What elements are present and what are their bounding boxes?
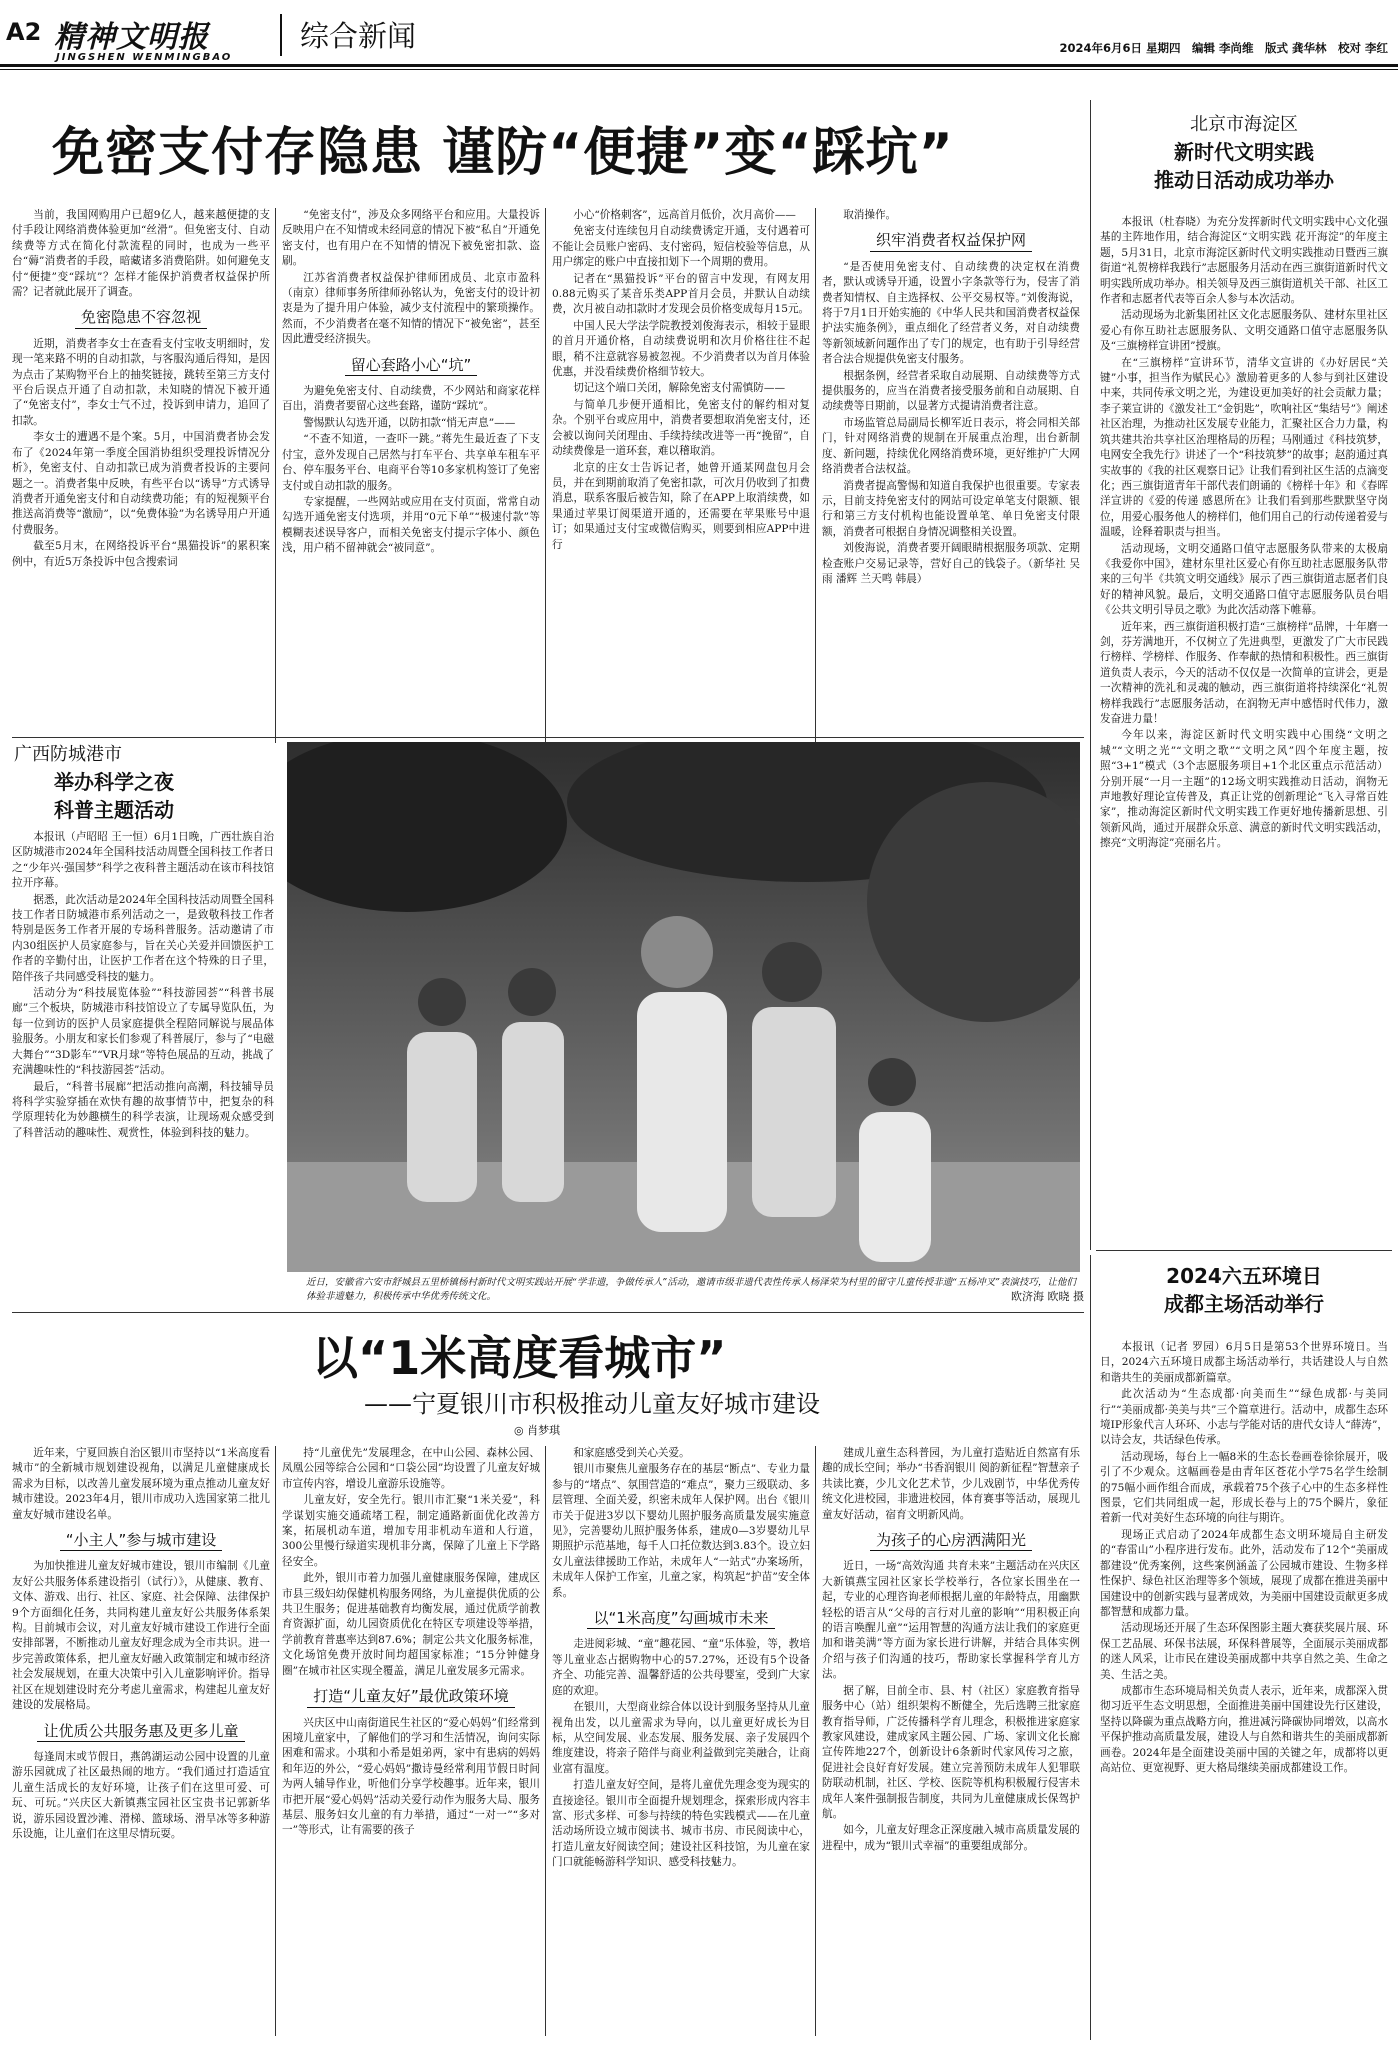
article1-subhead-1: 免密隐患不容忽视 bbox=[12, 310, 270, 328]
paragraph: 取消操作。 bbox=[843, 209, 897, 221]
paragraph: 成都市生态环境局相关负责人表示，近年来，成都深入贯彻习近平生态文明思想，全面推进美丽中国建设先行区建设，坚持以降碳为重点战略方向，推进减污降碳协同增效，以高水平保护推动高质量发展，建设人与自然和谐共生的美丽成都新画卷。2024年是全面建设美丽中国的关键之年，成都将以更高站位、更宽视野、更大格局继续美丽成都建设工作。 bbox=[1100, 1684, 1388, 1774]
paragraph: 本报讯（记者 罗园）6月5日是第53个世界环境日。当日，2024六五环境日成都主场活动举行，共话建设人与自然和谐共生的美丽成都新篇章。 bbox=[1100, 1341, 1388, 1384]
paragraph: 近年来，西三旗街道积极打造“三旗榜样”品牌，十年磨一剑，芬芳满地开，不仅树立了先进典型，更激发了广大市民践行榜样、学榜样、作服务、作奉献的热情和积极性。西三旗街道负责人表示，今天的活动不仅仅是一次简单的宣讲会，更是一次精神的洗礼和灵魂的触动，西三旗街道将持续深化“礼贺榜样我践行”志愿服务活动，在润物无声中感悟时代伟力，激发奋进力量！ bbox=[1100, 620, 1388, 725]
paragraph: 据悉，此次活动是2024年全国科技活动周暨全国科技工作者日防城港市系列活动之一，是致敬科技工作者特别是医务工作者开展的专场科普服务。活动邀请了市内30组医护人员家庭参与，旨在关心关爱并回馈医护工作者的辛勤付出，让医护工作者在这个特殊的日子里，陪伴孩子共同感受科技的魅力。 bbox=[12, 893, 274, 983]
article1-headline: 免密支付存隐患 谨防“便捷”变“踩坑” bbox=[52, 123, 954, 183]
sidebar2-place: 广西防城港市 bbox=[14, 744, 122, 765]
article2-subtitle: ——宁夏银川市积极推动儿童友好城市建设 bbox=[364, 1390, 820, 1418]
paragraph: 市场监管总局副局长柳军近日表示，将会同相关部门，针对网络消费的规制在开展重点治理，出台新制度、新问题，持续优化网络消费环境，更好维护广大网络消费者合法权益。 bbox=[822, 416, 1080, 476]
sidebar-rule bbox=[1090, 1255, 1091, 2040]
article1-column-3 bbox=[552, 208, 810, 753]
column-rule bbox=[545, 1446, 546, 2036]
paragraph: 小心“价格刺客”，远高首月低价，次月高价—— bbox=[573, 209, 796, 221]
paragraph: 记者在“黑猫投诉”平台的留言中发现，有网友用0.88元购买了某音乐类APP首月会员，并默认自动续费，次月被自动扣款时才发现会员价格变成每月15元。 bbox=[552, 272, 810, 316]
paragraph: 北京的庄女士告诉记者，她曾开通某网盘包月会员，并在到期前取消了免密扣款，可次月仍收到了扣费消息，联系客服后被告知，除了在APP上取消续费，如果通过苹果订阅渠道开通的，还需要在苹果账号中退订；如果通过支付宝或微信购买，则要到相应APP中进行 bbox=[552, 461, 810, 551]
newspaper-pinyin: JINGSHEN WENMINGBAO bbox=[56, 52, 233, 63]
sidebar3-heading bbox=[1096, 1262, 1392, 1318]
article2-subhead-2: 让优质公共服务惠及更多儿童 bbox=[12, 1724, 270, 1742]
paragraph: 近年来，宁夏回族自治区银川市坚持以“1米高度看城市”的全新城市规划建设视角，以满足儿童健康成长需求为目标，以改善儿童发展环境为重点推动儿童友好城市建设。2023年4月，银川市成功入选国家第二批儿童友好城市建设名单。 bbox=[12, 1447, 270, 1521]
paragraph: 在银川，大型商业综合体以设计到服务坚持从儿童视角出发，以儿童需求为导向，以儿童更好成长为目标，从空间发展、业态发展、服务发展、亲子发展四个维度建设，将亲子陪伴与商业利益做到完美融合，让商业富有温度。 bbox=[552, 1701, 810, 1775]
sidebar1-body bbox=[1100, 215, 1388, 1215]
paragraph: 根据条例，经营者采取自动展期、自动续费等方式提供服务的，应当在消费者接受服务前和自动展期、自动续费等日期前，以显著方式提请消费者注意。 bbox=[822, 369, 1080, 413]
sidebar-divider bbox=[1096, 1250, 1392, 1251]
sidebar2-title-line2: 科普主题活动 bbox=[54, 798, 174, 822]
paragraph: 此次活动为“生态成都·向美而生”“绿色成都·与美同行”“美丽成都·美美与共”三个篇章进行。活动中，成都生态环境IP形象代言人环环、小志与学能对话的唐代女诗人“薛涛”，以诗会友，共话绿色传承。 bbox=[1100, 1388, 1388, 1447]
article2-column-3 bbox=[552, 1446, 810, 2042]
caption-text: 近日，安徽省六安市舒城县五里桥镇杨村新时代文明实践站开展“学非遗，争做传承人”活动，邀请市级非遗代表性传承人杨泽荣为村里的留守儿童传授非遗“五杨冲叉”表演技巧，让他们体验非遗魅力，积极传承中华优秀传统文化。 bbox=[306, 1277, 1076, 1302]
paragraph: 现场正式启动了2024年成都生态文明环境局自主研发的“春雷山”小程序进行发布。此外，活动发布了12个“美丽成都建设”优秀案例，这些案例涵盖了公园城市建设、生物多样性保护、绿色社区治理等多个领域，展现了成都在推进美丽中国建设中的创新实践与显著成效，为美丽中国建设贡献更多成都智慧和成都力量。 bbox=[1100, 1528, 1388, 1618]
article2-subhead-5: 为孩子的心房洒满阳光 bbox=[822, 1533, 1080, 1551]
article2-subhead-4: 以“1米高度”勾画城市未来 bbox=[552, 1611, 810, 1629]
article1-column-4 bbox=[822, 208, 1080, 753]
sidebar1-title-line2: 推动日活动成功举办 bbox=[1154, 168, 1334, 192]
column-rule bbox=[275, 1446, 276, 2036]
paragraph: 打造儿童友好空间，是将儿童优先理念变为现实的直接途径。银川市全面提升规划理念，探索形成内容丰富、形式多样、可参与持续的特色实践模式——在儿童活动场所设立城市阅读书、城市书房、市民阅读中心，打造儿童友好阅读空间；建设社区科技馆，为儿童在家门口就能畅游科学知识、感受科技魅力。 bbox=[552, 1779, 810, 1869]
column-rule bbox=[815, 208, 816, 743]
sidebar-rule bbox=[1090, 100, 1091, 1250]
paragraph: 警惕默认勾选开通，以防扣款“悄无声息”—— bbox=[303, 416, 516, 429]
article2-column-2 bbox=[282, 1446, 540, 2042]
paragraph: 为避免免密支付、自动续费，不少网站和商家花样百出，消费者要留心这些套路，谨防“踩坑”。 bbox=[282, 385, 540, 413]
paragraph: “不查不知道，一查吓一跳。”蒋先生最近查了下支付宝，意外发现自己居然与打车平台、共享单车租车平台、停车服务平台、电商平台等10多家机构签订了免密支付或自动扣款的服务。 bbox=[282, 433, 540, 492]
paragraph: 近日，一场“高效沟通 共育未来”主题活动在兴庆区大新镇燕宝园社区家长学校举行，各位家长围坐在一起，专业的心理咨询老师根据儿童的年龄特点，用幽默轻松的语言从“父母的言行对儿童的影响”“用积极正向的语言唤醒儿童”“运用智慧的沟通方法让我们的家庭更加和谐美满”等方面为家长进行讲解，并结合具体实例介绍与孩子们沟通的技巧，帮助家长掌握科学育儿方法。 bbox=[822, 1560, 1080, 1681]
paragraph: 与简单几步便开通相比，免密支付的解约相对复杂。个别平台或应用中，消费者要想取消免密支付，还会被以询问关闭理由、手续持续改进等一再“挽留”，自动续费像是一道环套，难以稽取消。 bbox=[552, 398, 810, 458]
sidebar2-heading bbox=[14, 742, 276, 824]
article1-column-2 bbox=[282, 208, 540, 753]
sidebar1-place: 北京市海淀区 bbox=[1190, 114, 1298, 135]
paragraph: 为加快推进儿童友好城市建设，银川市编制《儿童友好公共服务体系建设指引（试行）》，从健康、教育、文体、游戏、出行、社区、家庭、社会保障、法律保护9个方面细化任务，共同构建儿童友好公共服务体系架构。目前城市会议，对儿童友好城市建设工作进行全面安排部署，不断推动儿童友好理念成为全市共识。进一步完善政策体系，把儿童友好融入政策制定和城市经济社会发展规划，在重大决策中引入儿童影响评价。指导社区在规划建设时充分考虑儿童需求，构建起儿童友好建设的发展格局。 bbox=[12, 1560, 270, 1712]
photo-caption bbox=[306, 1276, 1084, 1304]
paragraph: 建成儿童生态科普园，为儿童打造贴近自然富有乐趣的成长空间；举办“书香润银川 阅韵新征程”智慧亲子共读比赛，少儿文化艺术节，少儿戏剧节，中华优秀传统文化进校园，非遗进校园，体育赛事等活动，展现儿童友好活动，宿育文明新风尚。 bbox=[822, 1447, 1080, 1521]
paragraph: 活动现场，每台上一幅8米的生态长卷画卷徐徐展开，吸引了不少观众。这幅画卷是由青年区苍花小学75名学生绘制的75幅小画作组合而成，承载着75个孩子心中的生态多样性图景，它们共同组成一起，形成长卷与上的75个瞬片，象征着新一代对美好生态环境的向往与期许。 bbox=[1100, 1450, 1388, 1525]
paragraph: 如今，儿童友好理念正深度融入城市高质量发展的进程中，成为“银川式幸福”的重要组成部分。 bbox=[822, 1824, 1080, 1852]
article2-headline: 以“1米高度看城市” bbox=[312, 1331, 727, 1385]
header-rule bbox=[0, 64, 1398, 67]
article2-column-4 bbox=[822, 1446, 1080, 2042]
photo-intangible-heritage bbox=[287, 742, 1080, 1272]
article2-column-1 bbox=[12, 1446, 270, 2042]
paragraph: 持“儿童优先”发展理念，在中山公园、森林公园、凤凰公园等综合公园和“口袋公园”均设置了儿童友好城市宣传内容，增设儿童游乐设施等。 bbox=[282, 1447, 540, 1490]
paragraph: 近期，消费者李女士在查看支付宝收支明细时，发现一笔来路不明的自动扣款，与客服沟通后得知，是因为点击了某购物平台上的抽奖链接，跳转至第三方支付平台后误点开通了自动扣款，未知晓的情况下被开通了“免密支付”，李女士气不过，投诉到申请力，追回了扣款。 bbox=[12, 337, 270, 427]
paragraph: 儿童友好，安全先行。银川市汇聚“1米关爱”，科学谋划实施交通疏堵工程，制定通路新面优化改善方案，拓展机动车道，增加专用非机动车道和人行道，300公里慢行绿道实现机非分离，保障了儿童上下学路径安全。 bbox=[282, 1494, 540, 1568]
paragraph: 切记这个端口关闭，解除免密支付需慎防—— bbox=[573, 382, 786, 395]
newspaper-name: 精神文明报 bbox=[54, 20, 209, 55]
column-rule bbox=[275, 208, 276, 743]
paragraph: 和家庭感受到关心关爱。 bbox=[573, 1447, 690, 1459]
header-separator bbox=[280, 14, 282, 56]
paragraph: 最后，“科普书展廊”把活动推向高潮，科技辅导员将科学实验穿插在欢快有趣的故事情节中，把复杂的科学原理转化为妙趣横生的科学表演，让现场观众感受到了科普活动的趣味性、观赏性，体验到科技的魅力。 bbox=[12, 1080, 274, 1139]
paragraph: 本报讯（杜春晓）为充分发挥新时代文明实践中心文化强基的主阵地作用，结合海淀区“文明实践 花开海淀”的年度主题，5月31日，北京市海淀区新时代文明实践推动日暨西三旗街道“礼贺榜样我践行”志愿服务月活动在西三旗街道新时代文明实践所成功举办。相关领导及西三旗街道机关干部、社区工作者和志愿者代表等百余人参与本次活动。 bbox=[1100, 216, 1388, 306]
column-rule bbox=[545, 208, 546, 743]
sidebar1-title-line1: 新时代文明实践 bbox=[1174, 140, 1314, 164]
sidebar3-title-line1: 2024六五环境日 bbox=[1166, 1264, 1322, 1288]
paragraph: 走进阅彩城、“童”趣花园、“童”乐体验，等，教培等儿童业态占据购物中心的57.27%，还设有5个设备齐全、功能完善、温馨舒适的公共母婴室，受到广大家庭的欢迎。 bbox=[552, 1638, 810, 1697]
sidebar1-heading bbox=[1096, 112, 1392, 194]
article2-subhead-1: “小主人”参与城市建设 bbox=[12, 1533, 270, 1551]
sidebar2-body bbox=[12, 830, 274, 1300]
article1-subhead-2: 留心套路小心“坑” bbox=[282, 358, 540, 376]
paragraph: 今年以来，海淀区新时代文明实践中心围绕“文明之城”“文明之光”“文明之歌”“文明之风”四个年度主题，按照“3+1”模式（3个志愿服务项目+1个北区重点示范活动）分别开展“一月一主题”的12场文明实践推动日活动，润物无声地教好理论宣传普及，真正让党的创新理论“飞入寻常百姓家”，推动海淀区新时代文明实践工作更好地传播新思想、引领新风尚，通过开展群众乐意、满意的新时代文明实践活动，擦亮“文明海淀”亮丽名片。 bbox=[1100, 729, 1388, 850]
sidebar3-body bbox=[1100, 1340, 1388, 2040]
paragraph: 活动现场为北新集团社区文化志愿服务队、建材东里社区爱心有你互助社志愿服务队、文明交通路口值守志愿服务队及“三旗榜样宣讲团”授旗。 bbox=[1100, 309, 1388, 353]
article1-intro: 当前，我国网购用户已超9亿人，越来越便捷的支付手段让网络消费体验更加“丝滑”。但免密支付、自动续费等方式在简化付款流程的同时，也成为一些平台“薅”消费者的手段，暗藏诸多消费陷阱。如何避免支付“便捷”变“踩坑”？怎样才能保护消费者权益保护所需？记者就此展开了调查。 bbox=[12, 209, 270, 299]
paragraph: 在“三旗榜样”宣讲环节，清华文宣讲的《办好居民“关键”小事，担当作为赋民心》激励着更多的人参与到社区建设中来，共同传承文明之光，为建设更加美好的社会贡献力量；李子莱宣讲的《激发社工“金钥匙”，吹响社区“集结号”》阐述社区治理，为推动社区发展专业能力，汇聚社区合力力量，构筑共建共治共享社区治理格局的历程；马刚通过《科技筑梦，电网安全我先行》讲述了一个“科技筑梦”的故事；赵韵通过真实故事的《我的社区观察日记》让我们看到社区生活的点滴变化；西三旗街道青年干部代表们朗诵的《榜样十年》和《春晖洋宣讲的《爱的传递 感恩所在》让我们看到那些默默坚守岗位，用爱心服务他人的榜样们，他们用自己的行动传递着爱与温暖，诠释着职责与担当。 bbox=[1100, 356, 1388, 539]
paragraph: 活动分为“科技展览体验”“科技游园荟”“科普书展廊”三个板块，防城港市科技馆设立了专属导览队伍，为每一位到访的医护人员家庭提供全程陪同解说与展品体验服务。小朋友和家长们参观了科普展厅，参与了“电磁大舞台”“3D影车”“VR月球”等特色展品的互动，挑战了充满趣味性的“科技游园荟”活动。 bbox=[12, 987, 274, 1077]
paragraph: 截至5月末，在网络投诉平台“黑猫投诉”的累积案例中，有近5万条投诉中包含搜索词 bbox=[12, 540, 270, 568]
paragraph: 刘俊海说，消费者要开阔眼睛根据服务项款、定期检查账户交易记录等，营好自己的钱袋子。（新华社 吴雨 潘辉 兰天鸣 韩晨） bbox=[822, 542, 1080, 585]
paragraph: 此外，银川市着力加强儿童健康服务保障，建成区市县三级妇幼保健机构服务网络，为儿童提供优质的公共卫生服务；促进基础教育均衡发展，通过优质学前教育资源扩面，幼儿园资质优化在特区专项建设等举措，学前教育普惠率达到87.6%；制定公共文化服务标准，文化场馆免费开放时间均超国家标准；“15分钟健身圈”在城市社区实现全覆盖，满足儿童发展多元需求。 bbox=[282, 1572, 540, 1677]
paragraph: 江苏省消费者权益保护律师团成员、北京市盈科（南京）律师事务所律师孙铭认为，免密支付的设计初衷是为了提升用户体验，减少支付流程中的繁琐操作。然而，不少消费者在毫不知情的情况下“被免密”，甚至因此遭受经济损失。 bbox=[282, 271, 540, 346]
article2-author: 肖梦琪 bbox=[527, 1424, 561, 1437]
paragraph: 活动现场，文明交通路口值守志愿服务队带来的太极扇《我爱你中国》，建材东里社区爱心有你互助社志愿服务队带来的三句半《共筑文明交通线》展示了西三旗街道志愿者们良好的精神风貌。最后，文明交通路口值守志愿服务队员台唱《公共文明引导员之歌》为此次活动落下帷幕。 bbox=[1100, 542, 1388, 617]
article1-column-1 bbox=[12, 208, 270, 753]
section-name: 综合新闻 bbox=[300, 19, 417, 53]
article2-subhead-3: 打造“儿童友好”最优政策环境 bbox=[282, 1689, 540, 1707]
paragraph: 免密支付连续包月自动续费诱定开通，支付遇着可不能让会员账户密码、支付密码，短信校验等信息，从用户绑定的账户中直接扣划下一个周期的费用。 bbox=[552, 225, 810, 269]
column-rule bbox=[815, 1446, 816, 2036]
paragraph: 兴庆区中山南街道民生社区的“爱心妈妈”们经常到困境儿童家中，了解他们的学习和生活情况，询问实际困难和需求。小琪和小希是姐弟两，家中有患病的妈妈和年迈的外公，“爱心妈妈”撒诗曼经常利用节假日时间为两人辅导作业，听他们分享学校趣事。近年来，银川市把开展“爱心妈妈”活动关爱行动作为服务大局、服务基层、服务妇女儿童的有力举措，通过“一对一”“多对一”等形式，让有需要的孩子 bbox=[282, 1716, 540, 1837]
page-number: A2 bbox=[6, 18, 42, 46]
paragraph: 中国人民大学法学院教授刘俊海表示，相较于显眼的首月开通价格，自动续费说明和次月价格往往不起眼，稍不注意就容易被忽视。不少消费者以为首月体验优惠，并没看续费价格细节较大。 bbox=[552, 319, 810, 379]
paragraph: 每逢周末或节假日，燕鸽湖运动公园中设置的儿童游乐园就成了社区最热闹的地方。“我们通过打造适宜儿童生活成长的友好环境，让孩子们在这里可爱、可玩、可玩。”兴庆区大新镇燕宝园社区宝贵书记郭新华说，游乐园设置沙滩、滑梯、篮球场、滑旱冰等多种游乐设施，让儿童们在这里尽情玩耍。 bbox=[12, 1750, 270, 1840]
section-divider bbox=[12, 1312, 1084, 1313]
sidebar2-title-line1: 举办科学之夜 bbox=[54, 770, 174, 794]
article2-byline: ◎ 肖梦琪 bbox=[514, 1424, 561, 1437]
article1-subhead-3: 织牢消费者权益保护网 bbox=[822, 233, 1080, 251]
photo-credit: 欧济海 欧晓 摄 bbox=[1011, 1290, 1084, 1303]
header-rule-thin bbox=[0, 69, 1398, 70]
paragraph: 专家提醒，一些网站或应用在支付页面，常常自动勾选开通免密支付选项，并用“0元下单”“极速付款”等模糊表述误导客户，而相关免密支付提示字体小、颜色浅，用户稍不留神就会“被同意”。 bbox=[282, 495, 540, 555]
paragraph: 活动现场还开展了生态环保图影主题大赛获奖展片展、环保工艺品展、环保书法展，环保科普展等，全面展示美丽成都的迷人风采，让市民在建设美丽成都中共享自然之美、生命之美、生活之美。 bbox=[1100, 1622, 1388, 1681]
paragraph: “免密支付”，涉及众多网络平台和应用。大量投诉反映用户在不知情或未经同意的情况下被“私自”开通免密支付，也有用户在不知情的情况下被免密扣款、盗刷。 bbox=[282, 209, 540, 268]
edition-info: 2024年6月6日 星期四 编辑 李尚维 版式 龚华林 校对 李红 bbox=[1059, 41, 1388, 55]
paragraph: 据了解，目前全市、县、村（社区）家庭教育指导服务中心（站）组织架构不断健全，先后选聘三批家庭教育指导师，广泛传播科学育儿理念，积极推进家庭家教家风建设，建成家风主题公园、广场、家训文化长廊宣传阵地227个，创新设计6条新时代家风传习之旅，促进社会良好育好发展。建立完善预防未成年人犯罪联防联动机制，社区、学校、医院等机构积极履行侵害未成年人案件强制报告制度，共同为儿童健康成长保驾护航。 bbox=[822, 1684, 1080, 1820]
paragraph: 李女士的遭遇不是个案。5月，中国消费者协会发布了《2024年第一季度全国消协组织受理投诉情况分析》，免密支付、自动扣款已成为消费者投诉的主要问题之一。消费者集中反映，有些平台以“诱导”方式诱导消费者开通免密支付和自动续费功能；有的短视频平台推送高消费等“激励”，以“免费体验”为名诱导用户开通付费服务。 bbox=[12, 431, 270, 536]
paragraph: 消费者提高警惕和知道自我保护也很重要。专家表示，目前支持免密支付的网站可设定单笔支付限额、银行和第三方支付机构也能设置单笔、单日免密支付限额，消费者可根据自身情况调整相关设置。 bbox=[822, 479, 1080, 538]
sidebar3-title-line2: 成都主场活动举行 bbox=[1164, 1292, 1324, 1316]
paragraph: “是否使用免密支付、自动续费的决定权在消费者，默认或诱导开通，设置小字条款等行为，侵害了消费者知情权、自主选择权、公平交易权等。”刘俊海说，将于7月1日开始实施的《中华人民共和国消费者权益保护法实施条例》，重点细化了经营者义务，对自动续费等新领域新问题作出了专门的规定，也有助于引导经营者合法合规提供免密支付服务。 bbox=[822, 260, 1080, 366]
paragraph: 本报讯（卢昭昭 王一恒）6月1日晚，广西壮族自治区防城港市2024年全国科技活动周暨全国科技工作者日之“少年兴·强国梦”科学之夜科普主题活动在该市科技馆拉开序幕。 bbox=[12, 831, 274, 890]
photo-illustration bbox=[287, 742, 1080, 1272]
section-divider bbox=[12, 737, 1084, 738]
paragraph: 银川市聚焦儿童服务存在的基层“断点”、专业力量参与的“堵点”、氛围营造的“难点”，聚力三级联动、多层管理、全面关爱，织密未成年人保护网。出台《银川市关于促进3岁以下婴幼儿照护服务高质量发展实施意见》，完善婴幼儿照护服务体系，建成0—3岁婴幼儿早期照护示范基地，每千人口托位数达到3.83个。设立妇女儿童法律援助工作站，未成年人“一站式”办案场所，未成年人保护工作室，儿童之家，构筑起“护苗”安全体系。 bbox=[552, 1463, 810, 1599]
